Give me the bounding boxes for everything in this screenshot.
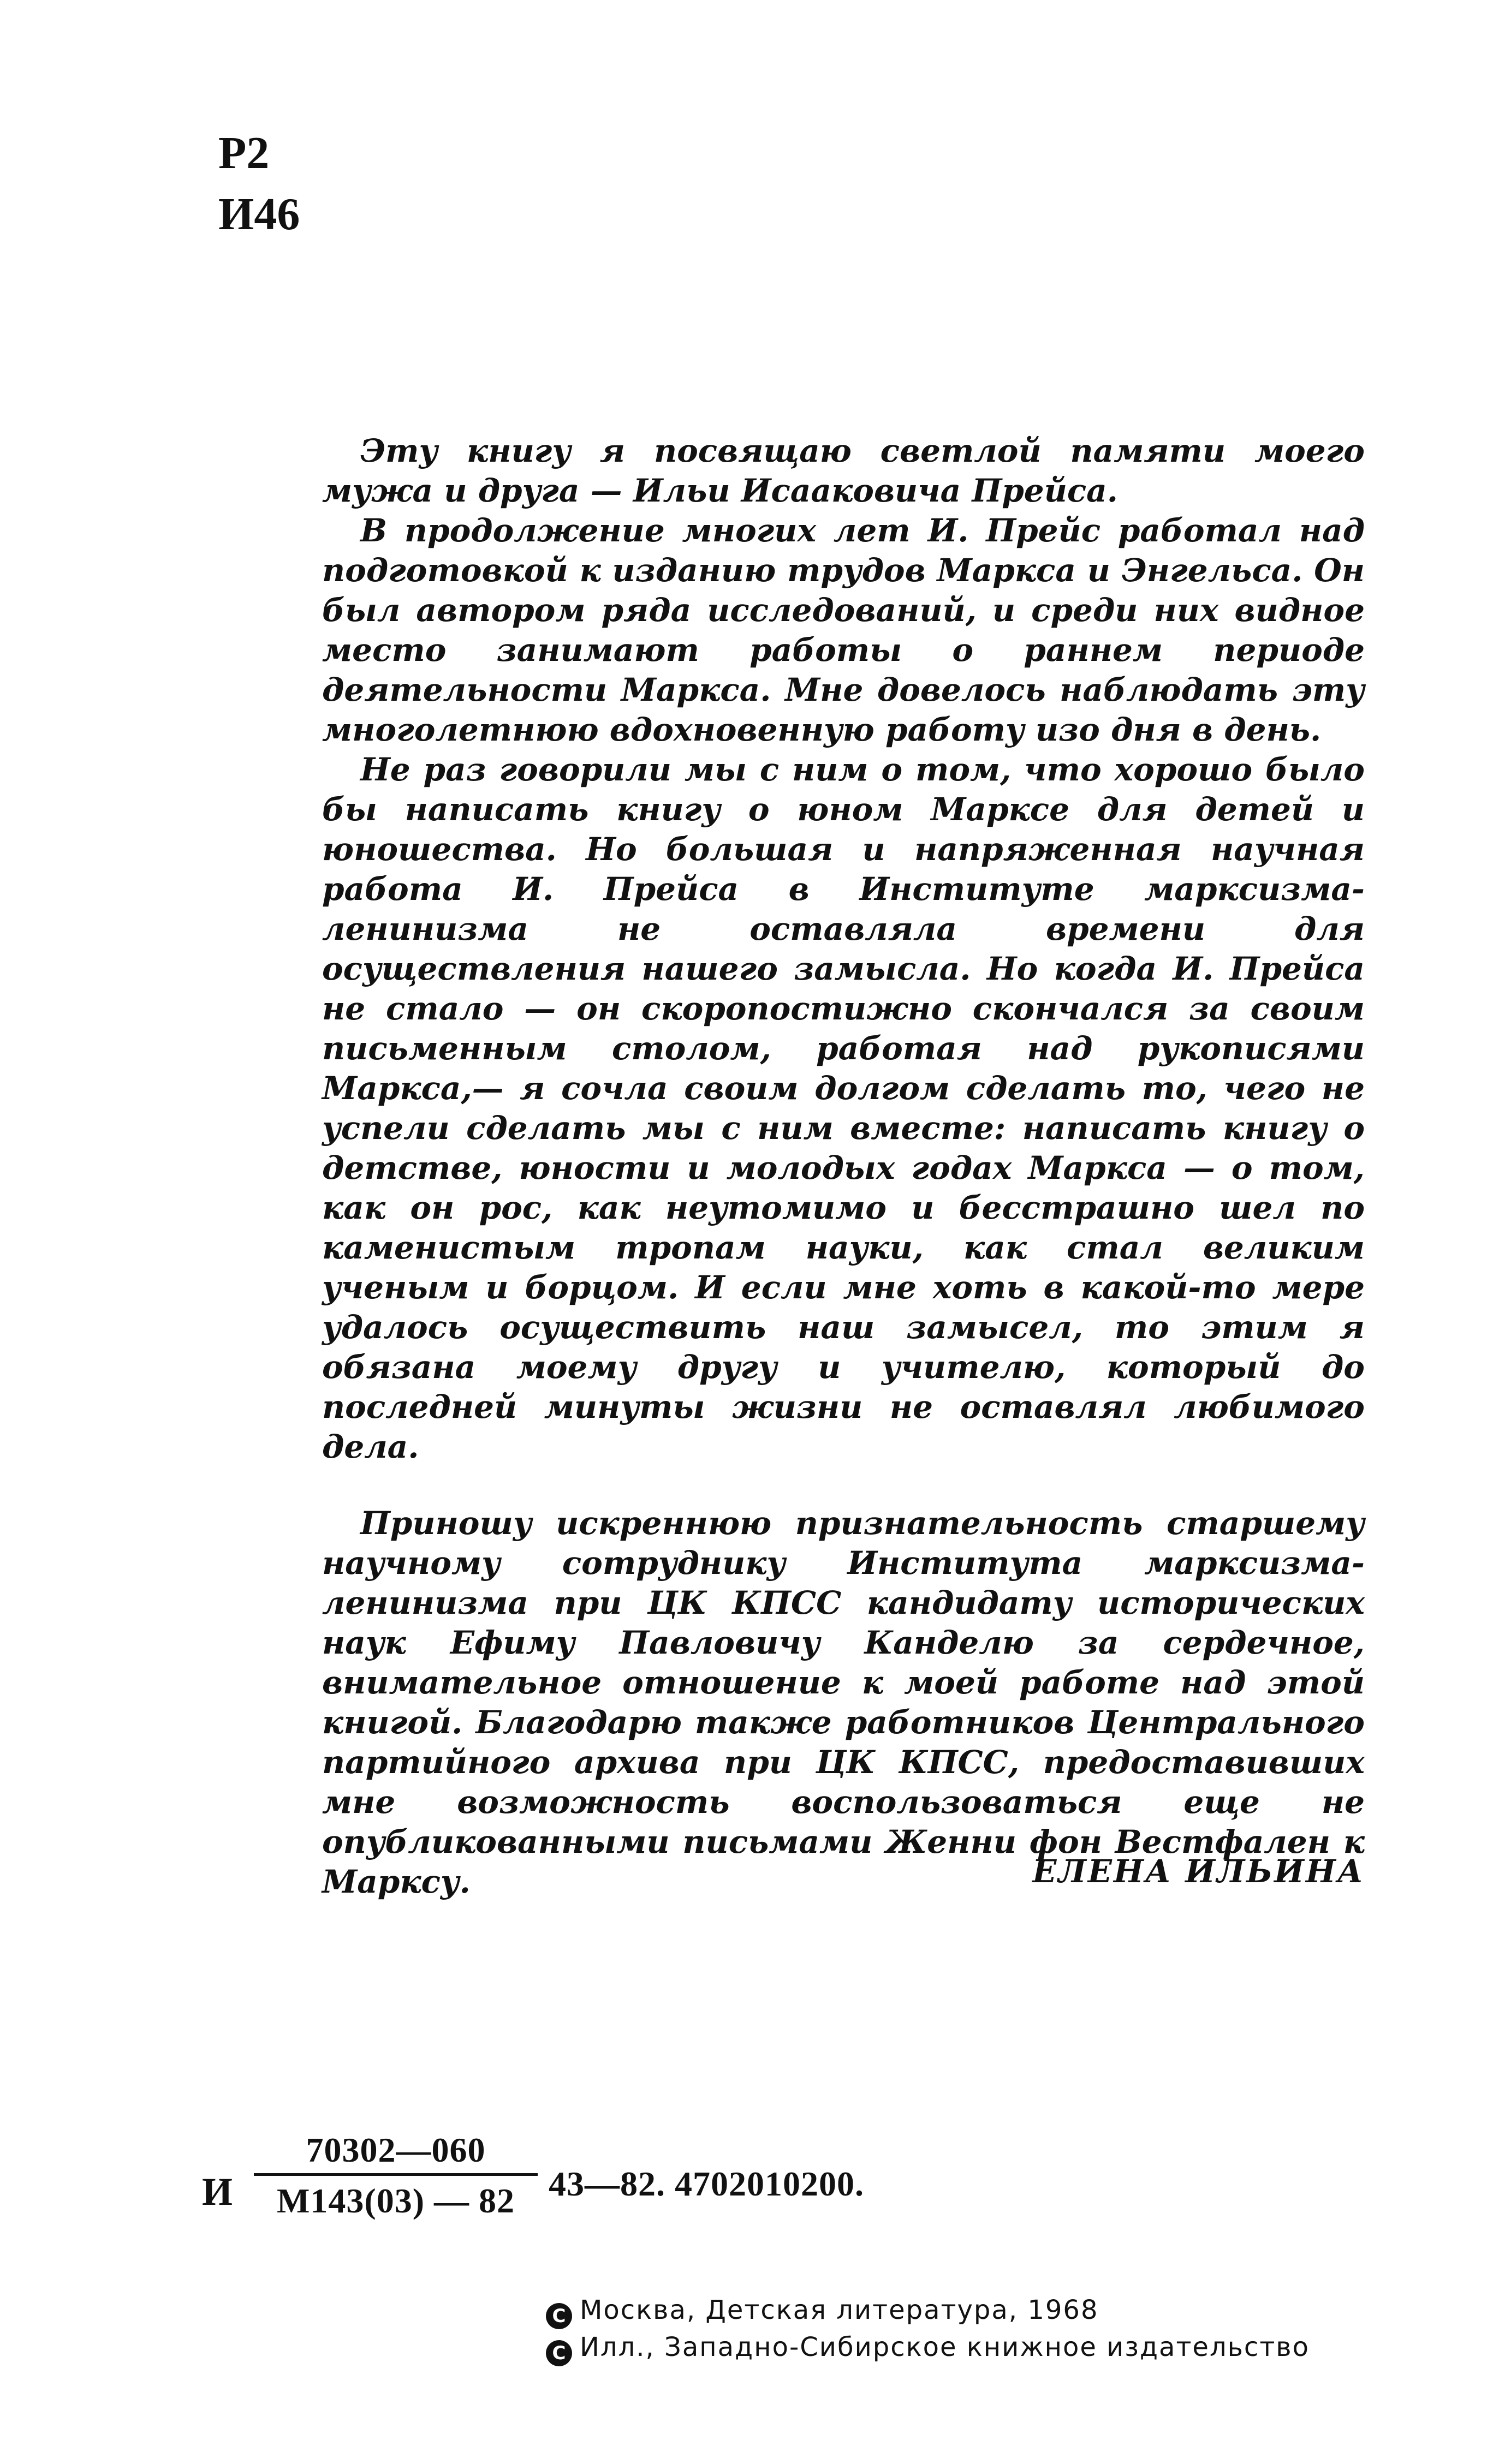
copyright-line-1 (546, 2292, 1310, 2329)
author-sign: И46 (218, 189, 300, 240)
copyright-icon: C (546, 2340, 572, 2366)
acknowledgement-text (322, 1504, 1365, 1902)
index-denominator: М143(03) — 82 (276, 2181, 515, 2220)
copyright-text-2: Илл., Западно-Сибирское книжное издательство (580, 2332, 1310, 2362)
publication-index (202, 2128, 1021, 2270)
copyright-icon: C (546, 2303, 572, 2329)
dedication-paragraph-3: Не раз говорили мы с ним о том, что хорошо было бы написать книгу о юном Марксе для детей и юношества. Но большая и напряженная научная работа И. Прейса в Институте марксизма-ленинизма не оставляла времени для осуществления нашего замысла. Но когда И. Прейса не стало — он скоропостижно скончался за своим письменным столом, работая над рукописями Маркса,— я сочла своим долгом сделать то, чего не успели сделать мы с ним вместе: написать книгу о детстве, юности и молодых годах Маркса — о том, как он рос, как неутомимо и бесстрашно шел по каменистым тропам науки, как стал великим ученым и борцом. И если мне хоть в какой-то мере удалось осуществить наш замысел, то этим я обязана моему другу и учителю, который до последней минуты жизни не оставлял любимого дела. (322, 751, 1365, 1465)
dedication-paragraph-1: Эту книгу я посвящаю светлой памяти моего мужа и друга — Ильи Исааковича Прейса. (322, 432, 1365, 509)
copyright-line-2 (546, 2329, 1310, 2366)
author-signature: ЕЛЕНА ИЛЬИНА (1032, 1853, 1365, 1890)
index-tail: 43—82. 4702010200. (549, 2164, 864, 2203)
dedication-text (322, 431, 1365, 1467)
index-fraction (254, 2128, 538, 2223)
library-classification (218, 123, 300, 245)
fraction-divider (254, 2173, 538, 2176)
index-letter: И (202, 2170, 233, 2214)
acknowledgement-paragraph: Приношу искреннюю признательность старшему научному сотруднику Института марксизма-ленинизма при ЦК КПСС кандидату исторических наук Ефиму Павловичу Канделю за сердечное, внимательное отношение к моей работе над этой книгой. Благодарю также работников Центрального партийного архива при ЦК КПСС, предоставивших мне возможность воспользоваться еще не опубликованными письмами Женни фон Вестфален к Марксу. (322, 1505, 1365, 1900)
copyright-block (546, 2292, 1310, 2366)
classification-code: Р2 (218, 128, 270, 178)
copyright-text-1: Москва, Детская литература, 1968 (580, 2295, 1099, 2325)
index-numerator: 70302—060 (306, 2131, 486, 2169)
dedication-paragraph-2: В продолжение многих лет И. Прейс работал над подготовкой к изданию трудов Маркса и Энгельса. Он был автором ряда исследований, и среди них видное место занимают работы о раннем периоде деятельности Маркса. Мне довелось наблюдать эту многолетнюю вдохновенную работу изо дня в день. (322, 512, 1365, 748)
